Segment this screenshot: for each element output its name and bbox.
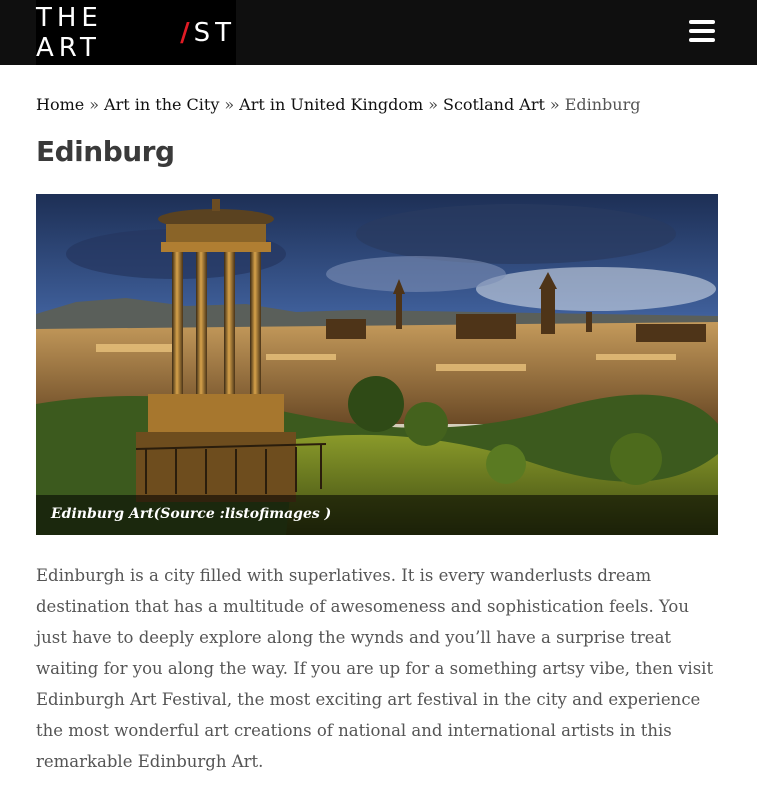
breadcrumb-art-in-united-kingdom[interactable]: Art in United Kingdom <box>239 95 424 114</box>
hero-caption <box>36 495 718 535</box>
hero-image <box>36 194 718 535</box>
hamburger-bar <box>689 38 715 42</box>
logo-text-prefix: THE ART <box>36 2 103 63</box>
hamburger-icon[interactable] <box>689 20 719 44</box>
hamburger-bar <box>689 29 715 33</box>
site-logo[interactable] <box>36 0 236 65</box>
page-title: Edinburg <box>36 135 175 168</box>
edinburgh-cityscape-illustration <box>36 194 718 535</box>
hero-caption-text: Edinburg Art(Source :listofimages ) <box>51 506 332 522</box>
logo-slash: / <box>180 17 194 48</box>
breadcrumb-art-in-the-city[interactable]: Art in the City <box>104 95 220 114</box>
article-body: Edinburgh is a city filled with superlatives. It is every wanderlusts dream destination that has a multitude of awesomeness and sophistication feels. You just have to deeply explore along the wynds and you’ll have a surprise treat waiting for you along the way. If you are up for a something artsy vibe, then visit Edinburgh Art Festival, the most exciting art festival in the city and experience the most wonderful art creations of national and international artists in this remarkable Edinburgh Art. <box>36 566 714 771</box>
breadcrumb-home[interactable]: Home <box>36 95 85 114</box>
breadcrumb-separator: » <box>89 95 100 114</box>
breadcrumb-current: Edinburg <box>564 95 641 114</box>
breadcrumb-scotland-art[interactable]: Scotland Art <box>443 95 545 114</box>
breadcrumb-separator: » <box>224 95 235 114</box>
site-header <box>0 0 757 65</box>
breadcrumb-separator: » <box>549 95 560 114</box>
breadcrumb <box>36 95 736 114</box>
breadcrumb-separator: » <box>428 95 438 114</box>
logo-text-suffix: ST <box>193 17 236 48</box>
hamburger-bar <box>689 20 715 24</box>
